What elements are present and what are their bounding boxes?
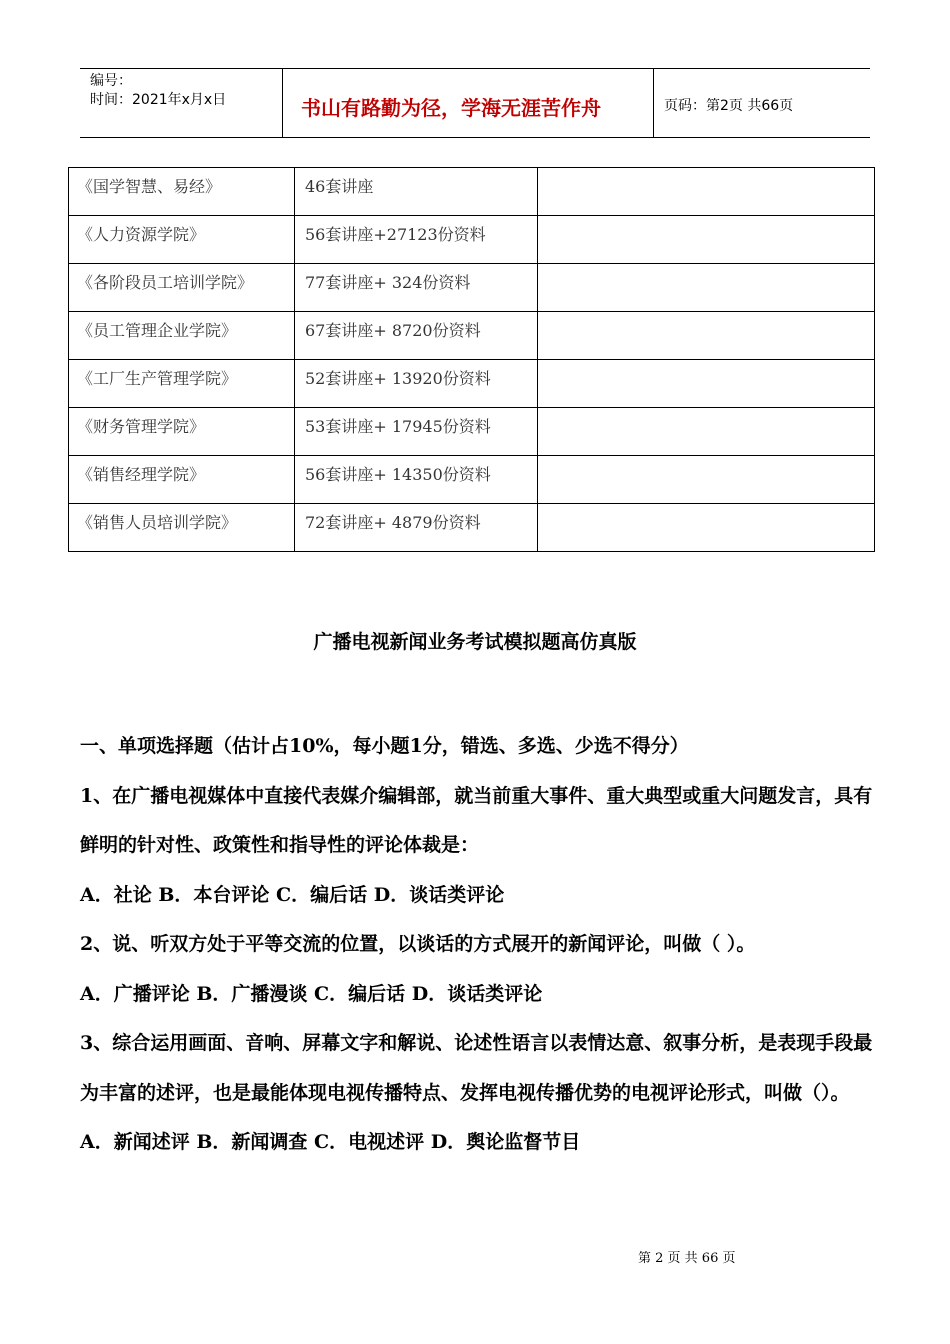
resource-name: 《销售人员培训学院》 <box>69 504 295 552</box>
resource-note <box>538 312 875 360</box>
header-meta <box>80 69 282 137</box>
question-stem: 2、说、听双方处于平等交流的位置，以谈话的方式展开的新闻评论，叫做（ ）。 <box>80 933 756 955</box>
question-options: A．社论 B．本台评论 C．编后话 D．谈话类评论 <box>80 883 505 906</box>
table-row <box>69 504 875 552</box>
resource-content: 56套讲座+27123份资料 <box>295 216 538 264</box>
question-options: A．广播评论 B．广播漫谈 C．编后话 D．谈话类评论 <box>80 982 543 1005</box>
resource-content: 52套讲座+ 13920份资料 <box>295 360 538 408</box>
resource-content: 53套讲座+ 17945份资料 <box>295 408 538 456</box>
question-options: A．新闻述评 B．新闻调查 C．电视述评 D．舆论监督节目 <box>80 1131 581 1153</box>
header-motto: 书山有路勤为径，学海无涯苦作舟 <box>282 69 654 137</box>
resource-note <box>538 504 875 552</box>
document-title: 广播电视新闻业务考试模拟题高仿真版 <box>313 631 637 653</box>
resource-note <box>538 408 875 456</box>
exam-body <box>68 722 880 1168</box>
table-row <box>69 408 875 456</box>
resource-name: 《财务管理学院》 <box>69 408 295 456</box>
resource-content: 72套讲座+ 4879份资料 <box>295 504 538 552</box>
resource-table <box>68 167 875 552</box>
resource-content: 46套讲座 <box>295 168 538 216</box>
header-number-label: 编号： <box>90 73 132 89</box>
table-row <box>69 312 875 360</box>
table-row <box>69 456 875 504</box>
table-row <box>69 216 875 264</box>
resource-content: 67套讲座+ 8720份资料 <box>295 312 538 360</box>
resource-note <box>538 360 875 408</box>
resource-note <box>538 456 875 504</box>
resource-content: 77套讲座+ 324份资料 <box>295 264 538 312</box>
resource-note <box>538 264 875 312</box>
table-row <box>69 360 875 408</box>
resource-content: 56套讲座+ 14350份资料 <box>295 456 538 504</box>
table-row <box>69 168 875 216</box>
header-page-code: 页码：第2页 共66页 <box>664 98 794 114</box>
section-heading: 一、单项选择题（估计占10%，每小题1分，错选、多选、少选不得分） <box>80 735 689 757</box>
page-header <box>80 68 870 138</box>
resource-name: 《员工管理企业学院》 <box>69 312 295 360</box>
header-time-label: 时间：2021年x月x日 <box>90 92 227 108</box>
resource-name: 《工厂生产管理学院》 <box>69 360 295 408</box>
question-stem: 1、在广播电视媒体中直接代表媒介编辑部，就当前重大事件、重大典型或重大问题发言，具有鲜明的针对性、政策性和指导性的评论体裁是： <box>80 784 873 856</box>
resource-name: 《人力资源学院》 <box>69 216 295 264</box>
resource-note <box>538 168 875 216</box>
table-row <box>69 264 875 312</box>
page-footer: 第 2 页 共 66 页 <box>638 1251 736 1266</box>
resource-name: 《各阶段员工培训学院》 <box>69 264 295 312</box>
question-stem: 3、综合运用画面、音响、屏幕文字和解说、论述性语言以表情达意、叙事分析，是表现手段最为丰富的述评，也是最能体现电视传播特点、发挥电视传播优势的电视评论形式，叫做（）。 <box>80 1032 873 1104</box>
resource-name: 《销售经理学院》 <box>69 456 295 504</box>
resource-name: 《国学智慧、易经》 <box>69 168 295 216</box>
resource-note <box>538 216 875 264</box>
